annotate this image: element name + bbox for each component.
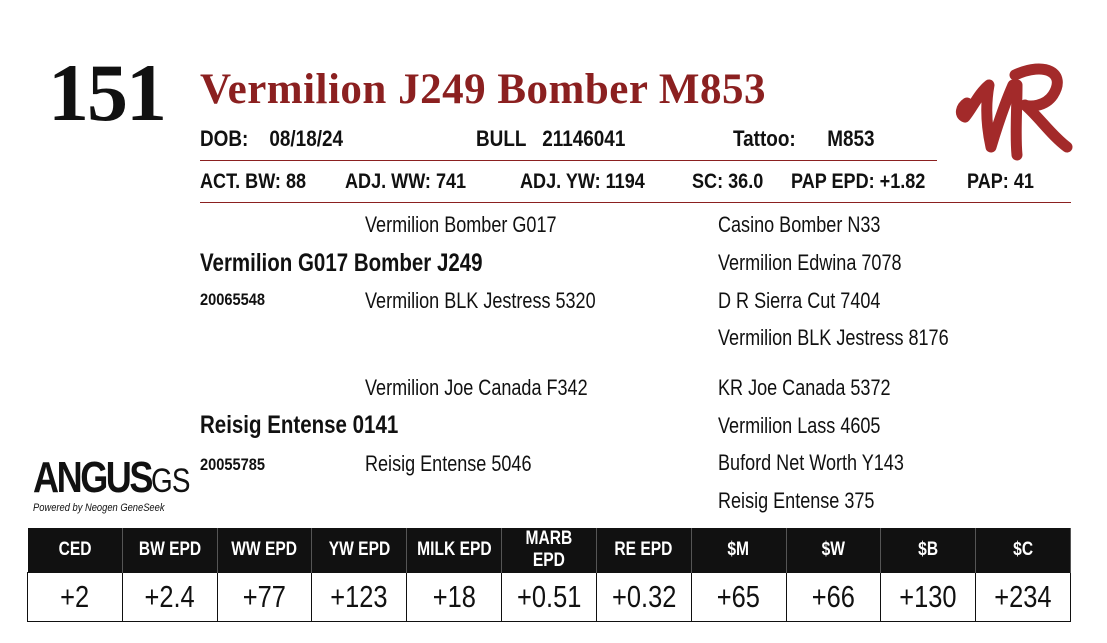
svg-text:VR: VR [955,55,957,56]
angus-logo-tagline: Powered by Neogen GeneSeek [33,502,165,514]
stat-sc: SC: 36.0 [692,170,764,193]
dam: Reisig Entense 0141 [200,411,399,439]
epd-header-w: $W [786,528,881,573]
dd-dam: Reisig Entense 375 [718,488,875,513]
epd-header-marb: MARB EPD [502,528,597,573]
dd-sire: Buford Net Worth Y143 [718,450,904,475]
epd-value-ced: +2 [28,573,123,622]
stat-yw: ADJ. YW: 1194 [520,170,645,193]
ds-sire: KR Joe Canada 5372 [718,375,891,400]
sire-dam: Vermilion BLK Jestress 5320 [365,288,596,313]
epd-header-c: $C [976,528,1071,573]
epd-value-row [28,573,1071,622]
ds-dam: Vermilion Lass 4605 [718,413,881,438]
epd-header-ww: WW EPD [217,528,312,573]
epd-header-re: RE EPD [596,528,691,573]
dob-value: 08/18/24 [269,126,344,151]
sd-dam: Vermilion BLK Jestress 8176 [718,325,949,350]
ss-sire: Casino Bomber N33 [718,212,881,237]
angus-gs-logo [33,453,224,514]
registration [476,126,625,152]
epd-header-m: $M [691,528,786,573]
ss-dam: Vermilion Edwina 7078 [718,250,902,275]
angus-logo-suffix: GS [151,462,190,500]
epd-value-c: +234 [976,573,1071,622]
divider-top [200,160,937,161]
sire-sire: Vermilion Bomber G017 [365,212,557,237]
tattoo-value: M853 [827,126,875,151]
epd-value-m: +65 [691,573,786,622]
epd-header-bw: BW EPD [122,528,217,573]
dob [200,126,343,152]
epd-value-ww: +77 [217,573,312,622]
epd-header-milk: MILK EPD [407,528,502,573]
epd-value-bw: +2.4 [122,573,217,622]
dob-label: DOB: [200,126,249,151]
epd-header-ced: CED [28,528,123,573]
epd-header-row [28,528,1071,573]
epd-value-milk: +18 [407,573,502,622]
divider-stats [200,202,1071,203]
epd-value-yw: +123 [312,573,407,622]
epd-table [27,528,1071,622]
stat-pap-epd: PAP EPD: +1.82 [791,170,926,193]
stat-pap: PAP: 41 [967,170,1034,193]
angus-logo-main: ANGUS [33,453,152,502]
sire-reg: 20065548 [200,290,266,309]
epd-value-w: +66 [786,573,881,622]
stat-bw: ACT. BW: 88 [200,170,307,193]
epd-value-re: +0.32 [596,573,691,622]
tattoo-label: Tattoo: [733,126,796,151]
dam-sire: Vermilion Joe Canada F342 [365,375,588,400]
vr-brand-logo [955,55,1075,165]
lot-number: 151 [48,47,165,138]
sd-sire: D R Sierra Cut 7404 [718,288,881,313]
sex-label: BULL [476,126,527,151]
epd-header-b: $B [881,528,976,573]
sire: Vermilion G017 Bomber J249 [200,249,483,277]
tattoo [733,126,875,152]
epd-value-b: +130 [881,573,976,622]
dam-reg: 20055785 [200,455,266,474]
epd-value-marb: +0.51 [502,573,597,622]
dam-dam: Reisig Entense 5046 [365,451,532,476]
reg-number: 21146041 [542,126,626,151]
epd-header-yw: YW EPD [312,528,407,573]
animal-name: Vermilion J249 Bomber M853 [200,66,766,113]
stat-ww: ADJ. WW: 741 [345,170,467,193]
